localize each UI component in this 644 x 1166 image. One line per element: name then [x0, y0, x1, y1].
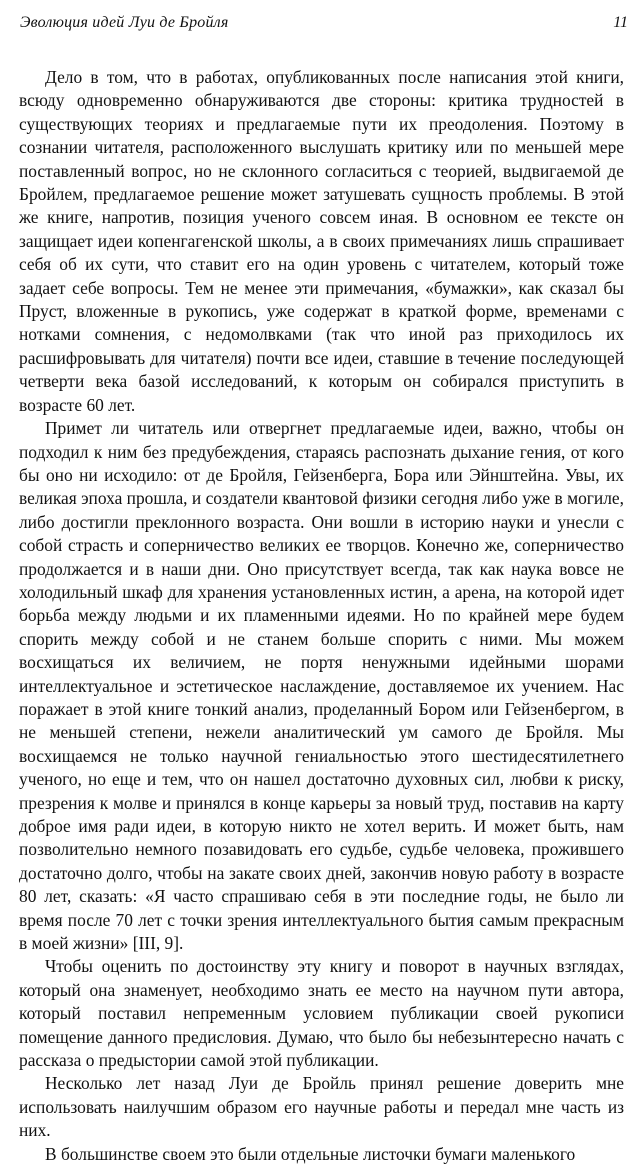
- paragraph: Чтобы оценить по достоинству эту книгу и поворот в научных взглядах, который она знаменует, необходимо знать ее место на научном пути автора, который поставил непременным условием публикации своей рукописи помещение данного предисловия. Думаю, что было бы небезынтересно начать с рассказа о предыстории самой этой публикации.: [19, 956, 624, 1071]
- body-text: [19, 66, 624, 1166]
- running-header: [20, 14, 628, 38]
- paragraph: Несколько лет назад Луи де Бройль принял решение доверить мне использовать наилучшим образом его научные работы и передал мне часть из них.: [19, 1073, 624, 1141]
- running-title: Эволюция идей Луи де Бройля: [20, 14, 229, 31]
- paragraph: Дело в том, что в работах, опубликованных после написания этой книги, всюду одновременно обнаруживаются две стороны: критика трудностей в существующих теориях и предлагаемые пути их преодоления. Поэтому в сознании читателя, расположенного выслушать критику или по меньшей мере поставленный вопрос, но не склонного согласиться с теорией, выдвигаемой де Бройлем, предлагаемое решение может затушевать сущность проблемы. В этой же книге, напротив, позиция ученого совсем иная. В основном ее тексте он защищает идеи копенгагенской школы, а в своих примечаниях лишь спрашивает себя об их сути, что ставит его на один уровень с читателем, который тоже задает себе вопросы. Тем не менее эти примечания, «бумажки», как сказал бы Пруст, вложенные в рукопись, уже содержат в краткой форме, временами с нотками сомнения, с недомолвками (так что иной раз приходилось их расшифровывать для читателя) почти все идеи, ставшие в течение последующей четверти века базой исследований, к которым он собирался приступить в возрасте 60 лет.: [19, 67, 624, 415]
- page-number: 11: [613, 14, 628, 31]
- paragraph: В большинстве своем это были отдельные листочки бумаги маленького: [45, 1143, 576, 1164]
- paragraph: Примет ли читатель или отвергнет предлагаемые идеи, важно, чтобы он подходил к ним без предубеждения, стараясь распознать дыхание гения, от кого бы оно ни исходило: от де Бройля, Гейзенберга, Бора или Эйнштейна. Увы, их великая эпоха прошла, и создатели квантовой физики сегодня либо уже в могиле, либо достигли преклонного возраста. Они вошли в историю науки и унесли с собой страсть и соперничество великих ее творцов. Конечно же, соперничество продолжается и в наши дни. Оно присутствует всегда, так как наука вовсе не холодильный шкаф для хранения установленных истин, а арена, на которой идет борьба между людьми и их пламенными идеями. Но по крайней мере будем спорить между собой и не станем больше спорить с ними. Мы можем восхищаться их величием, не портя ненужными идейными шорами интеллектуальное и эстетическое наслаждение, доставляемое их учением. Нас поражает в этой книге тонкий анализ, проделанный Бором или Гейзенбергом, в не меньшей степени, нежели аналитический ум самого де Бройля. Мы восхищаемся не только научной гениальностью этого шестидесятилетнего ученого, но еще и тем, что он нашел достаточно духовных сил, любви к риску, презрения к молве и принялся в конце карьеры за новый труд, поставив на карту доброе имя ради идеи, в которую никто не хотел верить. И может быть, нам позволительно немного позавидовать его судьбе, судьбе человека, прожившего достаточно долго, чтобы на закате своих дней, закончив новую работу в возрасте 80 лет, сказать: «Я часто спрашиваю себя в эти последние годы, не было ли время после 70 лет с точки зрения интеллектуального бытия самым прекрасным в моей жизни» [III, 9].: [19, 418, 624, 954]
